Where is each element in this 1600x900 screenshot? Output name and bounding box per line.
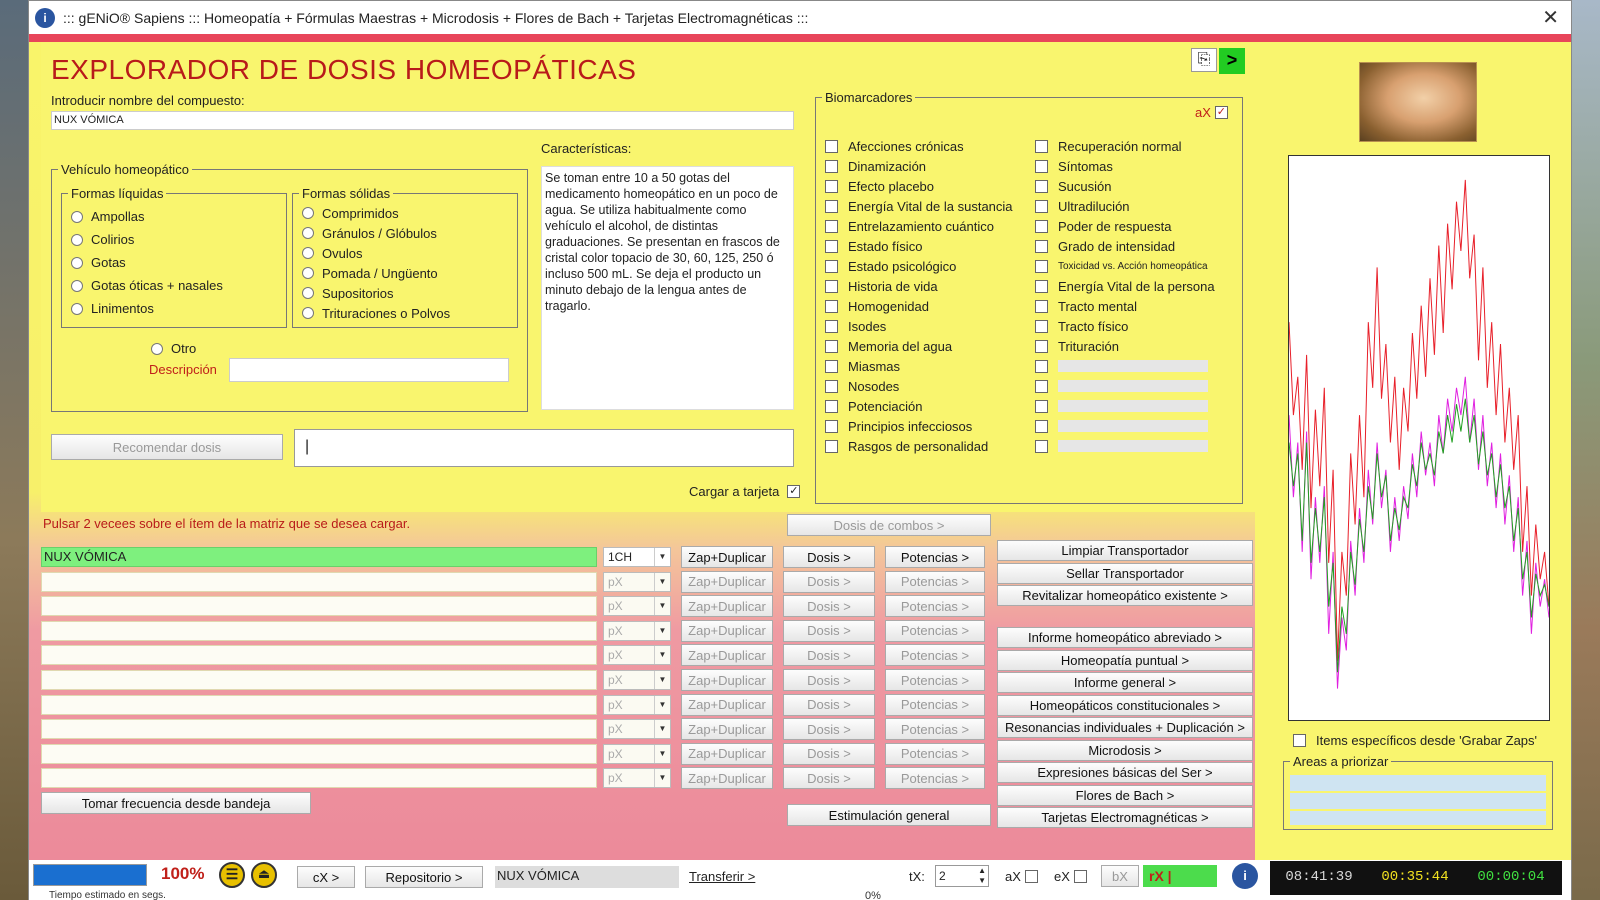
progress-percent: 100% [161,864,205,883]
chevron-down-icon[interactable]: ▼ [654,671,670,689]
characteristics-text: Se toman entre 10 a 50 gotas del medicamento homeopático en un poco de agua. Se utiliza habitualmente como vehículo el alcohol, de distintas graduaciones. Se presentan en frascos de cristal color topacio de 30, 60, 125, 250 ó incluso 500 mL. Se deja el producto un minuto debajo de la lengua antes de tragarlo. [541,166,794,410]
radio-gotas[interactable]: Gotas [71,251,223,274]
desktop-background-left [0,0,28,900]
dose-button[interactable]: Dosis > [783,595,875,617]
radio-supositorios[interactable]: Supositorios [302,283,450,303]
potency-value: pX [608,623,623,638]
biomarker-empty-3[interactable] [1035,396,1215,416]
biomarker-b-6-box[interactable] [1035,240,1048,253]
biomarker-5-label: Entrelazamiento cuántico [848,218,994,234]
biomarker-b-2-label: Síntomas [1058,158,1113,174]
biomarker-empty-field[interactable] [1058,380,1208,392]
chevron-down-icon[interactable]: ▼ [654,745,670,763]
page-title: EXPLORADOR DE DOSIS HOMEOPÁTICAS [51,54,637,85]
dose-button[interactable]: Dosis > [783,718,875,740]
biomarker-10-label: Isodes [848,318,887,334]
biomarker-b-11-label: Trituración [1058,338,1119,354]
potency-select[interactable] [603,744,671,764]
clock-current: 08:41:39 [1275,864,1363,890]
report-button-7[interactable]: Expresiones básicas del Ser > [997,762,1253,783]
potency-select[interactable] [603,547,671,567]
description-input[interactable] [229,358,509,382]
transporter-button-1[interactable]: Limpiar Transportador [997,540,1253,561]
biomarker-b-1-box[interactable] [1035,140,1048,153]
potencies-button[interactable]: Potencias > [885,546,985,568]
potency-select[interactable] [603,596,671,616]
chevron-down-icon[interactable]: ▼ [654,622,670,640]
biomarker-4-box[interactable] [825,200,838,213]
signal-chart [1288,155,1550,721]
biomarkers-column-1 [825,136,1013,456]
biomarkers-ax[interactable] [1195,102,1228,122]
ex-status-label: eX [1054,868,1070,884]
biomarker-empty-1[interactable] [1035,356,1215,376]
transporter-buttons [997,540,1253,840]
potencies-button[interactable]: Potencias > [885,767,985,789]
potency-value: pX [608,722,623,737]
liquid-forms-legend: Formas líquidas [71,186,164,201]
chevron-down-icon[interactable]: ▼ [654,597,670,615]
matrix-row-name[interactable] [41,621,597,641]
signal-chart-svg [1289,156,1549,720]
biomarker-2[interactable] [825,156,1013,176]
biomarker-2-box[interactable] [825,160,838,173]
report-button-1[interactable]: Informe homeopático abreviado > [997,627,1253,648]
biomarker-empty-field[interactable] [1058,400,1208,412]
biomarker-16-box[interactable] [825,440,838,453]
recommend-dose-button[interactable]: Recomendar dosis [51,434,283,460]
biomarker-9-label: Homogenidad [848,298,929,314]
biomarker-6-label: Estado físico [848,238,923,254]
transfer-link[interactable]: Transferir > [689,869,756,884]
areas-legend: Areas a priorizar [1293,754,1389,769]
radio-linimentos[interactable]: Linimentos [71,297,223,320]
potencies-button[interactable]: Potencias > [885,743,985,765]
close-icon[interactable]: ✕ [1542,7,1559,29]
biomarker-empty-field[interactable] [1058,420,1208,432]
progress-small-percent: 0% [865,890,881,900]
radio-trituraciones[interactable]: Trituraciones o Polvos [302,303,450,323]
biomarker-b-11[interactable] [1035,336,1215,356]
dose-button[interactable]: Dosis > [783,644,875,666]
rx-button[interactable]: rX | [1143,865,1217,887]
zap-duplicate-button[interactable]: Zap+Duplicar [681,694,773,716]
biomarker-b-5[interactable] [1035,216,1215,236]
tx-stepper[interactable] [935,865,989,887]
report-button-8[interactable]: Flores de Bach > [997,785,1253,806]
biomarker-empty-2[interactable] [1035,376,1215,396]
potencies-button[interactable]: Potencias > [885,669,985,691]
zap-duplicate-button[interactable]: Zap+Duplicar [681,669,773,691]
matrix-row-name[interactable] [41,744,597,764]
biomarker-empty-field[interactable] [1058,360,1208,372]
zap-duplicate-button[interactable]: Zap+Duplicar [681,620,773,642]
play-button[interactable]: > [1219,48,1245,74]
window-title: ::: gENiO® Sapiens ::: Homeopatía + Fórmulas Maestras + Microdosis + Flores de Bach + Tarjetas Electromagnéticas ::: [63,9,809,26]
biomarker-8-box[interactable] [825,280,838,293]
transporter-button-3[interactable]: Revitalizar homeopático existente > [997,585,1253,606]
potency-value: pX [608,746,623,761]
radio-comprimidos[interactable]: Comprimidos [302,203,450,223]
report-button-9[interactable]: Tarjetas Electromagnéticas > [997,807,1253,828]
biomarker-4-label: Energía Vital de la sustancia [848,198,1013,214]
compound-label: Introducir nombre del compuesto: [51,93,245,108]
biomarker-7-label: Estado psicológico [848,258,957,274]
zap-duplicate-button[interactable]: Zap+Duplicar [681,718,773,740]
matrix-row-name[interactable] [41,596,597,616]
biomarker-14[interactable] [825,396,1013,416]
ex-status-check[interactable] [1074,870,1087,883]
tx-value: 2 [939,869,946,883]
biomarker-6-box[interactable] [825,240,838,253]
dose-button[interactable]: Dosis > [783,767,875,789]
eject-icon[interactable]: ⏏ [251,862,277,888]
radio-pomada[interactable]: Pomada / Ungüento [302,263,450,283]
radio-ovulos[interactable]: Ovulos [302,243,450,263]
chevron-down-icon[interactable]: ▼ [654,646,670,664]
biomarker-b-3-box[interactable] [1035,180,1048,193]
tx-label: tX: [909,869,925,884]
combo-doses-button[interactable]: Dosis de combos > [787,514,991,536]
radio-otro[interactable]: Otro [151,337,196,360]
biomarker-15-box[interactable] [825,420,838,433]
potency-select[interactable] [603,645,671,665]
biomarker-2-label: Dinamización [848,158,927,174]
radio-granulos[interactable]: Gránulos / Glóbulos [302,223,450,243]
document-icon[interactable]: ⎘ [1191,48,1217,72]
load-card-check[interactable]: ✓ [789,484,799,497]
potency-select[interactable] [603,621,671,641]
stepper-arrows-icon[interactable]: ▲ ▼ [978,866,986,885]
ax-check[interactable]: ✓ [1216,105,1227,118]
biomarker-8[interactable] [825,276,1013,296]
main-area [29,42,1571,860]
biomarker-b-11-box[interactable] [1035,340,1048,353]
desktop-background-right [1572,0,1600,900]
matrix-row-name[interactable] [41,719,597,739]
biomarker-7[interactable] [825,256,1013,276]
biomarkers-column-2 [1035,136,1215,456]
report-button-2[interactable]: Homeopatía puntual > [997,650,1253,671]
potency-select[interactable] [603,572,671,592]
title-accent-bar [29,34,1571,42]
biomarker-b-9[interactable] [1035,296,1215,316]
biomarker-14-box[interactable] [825,400,838,413]
ax-status-checkbox[interactable] [1005,866,1048,886]
zap-duplicate-button[interactable]: Zap+Duplicar [681,743,773,765]
potency-value: pX [608,697,623,712]
current-compound: NUX VÓMICA [495,866,679,888]
potency-value: pX [608,599,623,614]
solid-forms-list [302,203,450,323]
biomarker-3-box[interactable] [825,180,838,193]
zap-duplicate-button[interactable]: Zap+Duplicar [681,546,773,568]
biomarker-8-label: Historia de vida [848,278,938,294]
biomarker-5[interactable] [825,216,1013,236]
biomarker-11[interactable] [825,336,1013,356]
biomarker-13-label: Nosodes [848,378,900,394]
potencies-button[interactable]: Potencias > [885,620,985,642]
biomarker-12[interactable] [825,356,1013,376]
progress-bar [33,864,147,886]
dose-input[interactable]: | [294,429,794,467]
report-button-3[interactable]: Informe general > [997,672,1253,693]
ax-status-label: aX [1005,868,1021,884]
biomarker-b-10-box[interactable] [1035,320,1048,333]
chevron-down-icon[interactable]: ▼ [654,696,670,714]
estimated-time-label: Tiempo estimado en segs. [49,890,166,900]
bx-button[interactable]: bX [1101,865,1139,887]
take-frequency-button[interactable]: Tomar frecuencia desde bandeja [41,792,311,814]
biomarker-12-box[interactable] [825,360,838,373]
biomarker-b-4[interactable] [1035,196,1215,216]
matrix-row-name[interactable] [41,695,597,715]
potencies-button[interactable]: Potencias > [885,644,985,666]
info-icon[interactable]: i [1232,863,1258,889]
biomarker-b-3-label: Sucusión [1058,178,1112,194]
dose-button[interactable]: Dosis > [783,620,875,642]
matrix-row-name[interactable] [41,768,597,788]
matrix-row-name[interactable] [41,670,597,690]
transporter-button-2[interactable]: Sellar Transportador [997,563,1253,584]
potency-value: pX [608,673,623,687]
characteristics-label: Características: [541,141,632,156]
load-card-label: Cargar a tarjeta [689,483,780,499]
biomarker-10[interactable] [825,316,1013,336]
progress-fill [34,865,146,885]
matrix-rows [29,547,989,797]
biomarker-11-box[interactable] [825,340,838,353]
cx-button[interactable]: cX > [297,866,355,888]
areas-row-1[interactable] [1290,775,1546,791]
biomarkers-legend: Biomarcadores [825,90,913,105]
app-icon: i [35,8,55,28]
potency-select[interactable] [603,670,671,690]
biomarker-empty-box[interactable] [1035,440,1048,453]
biomarker-7-box[interactable] [825,260,838,273]
biomarker-1[interactable] [825,136,1013,156]
specific-items-label: Items específicos desde 'Grabar Zaps' [1316,732,1538,748]
compound-input[interactable]: NUX VÓMICA [51,111,794,130]
zap-duplicate-button[interactable]: Zap+Duplicar [681,767,773,789]
biomarker-empty-4[interactable] [1035,416,1215,436]
radio-gotas-oticas[interactable]: Gotas óticas + nasales [71,274,223,297]
potencies-button[interactable]: Potencias > [885,718,985,740]
radio-ampollas[interactable]: Ampollas [71,205,223,228]
biomarker-3-label: Efecto placebo [848,178,935,194]
dose-button[interactable]: Dosis > [783,571,875,593]
biomarker-15[interactable] [825,416,1013,436]
ax-status-check[interactable] [1025,870,1038,883]
chevron-down-icon[interactable]: ▼ [654,720,670,738]
biomarker-b-2-box[interactable] [1035,160,1048,173]
biomarker-empty-box[interactable] [1035,420,1048,433]
biomarker-b-2[interactable] [1035,156,1215,176]
solid-forms-legend: Formas sólidas [302,186,391,201]
potency-select[interactable] [603,768,671,788]
areas-row-3[interactable] [1290,811,1546,825]
equal-icon[interactable]: ☰ [219,862,245,888]
biomarker-empty-box[interactable] [1035,400,1048,413]
matrix-row-name[interactable] [41,572,597,592]
biomarker-b-7[interactable] [1035,256,1215,276]
biomarker-b-10-label: Tracto físico [1058,318,1129,334]
biomarker-b-7-box[interactable] [1035,260,1048,273]
liquid-forms-list [71,205,223,320]
biomarker-empty-5[interactable] [1035,436,1215,456]
vehicle-legend: Vehículo homeopático [61,162,189,177]
biomarker-b-4-label: Ultradilución [1058,198,1130,214]
dose-button[interactable]: Dosis > [783,694,875,716]
potencies-button[interactable]: Potencias > [885,571,985,593]
biomarker-5-box[interactable] [825,220,838,233]
biomarker-13-box[interactable] [825,380,838,393]
potency-select[interactable] [603,695,671,715]
biomarker-14-label: Potenciación [848,398,923,414]
load-card-checkbox[interactable] [689,481,810,501]
biomarker-b-4-box[interactable] [1035,200,1048,213]
zap-duplicate-button[interactable]: Zap+Duplicar [681,595,773,617]
biomarker-16-label: Rasgos de personalidad [848,438,989,454]
biomarker-3[interactable] [825,176,1013,196]
ex-status-checkbox[interactable] [1054,866,1097,886]
areas-row-2[interactable] [1290,793,1546,809]
biomarker-9[interactable] [825,296,1013,316]
title-bar [29,1,1571,34]
biomarker-1-label: Afecciones crónicas [848,138,964,154]
potencies-button[interactable]: Potencias > [885,595,985,617]
app-window [28,0,1572,900]
potencies-button[interactable]: Potencias > [885,694,985,716]
potency-value: 1CH [608,550,633,564]
specific-items-checkbox[interactable] [1293,730,1537,750]
biomarker-4[interactable] [825,196,1013,216]
general-stimulation-button[interactable]: Estimulación general [787,804,991,826]
matrix-row-name[interactable] [41,645,597,665]
biomarker-b-8-box[interactable] [1035,280,1048,293]
biomarker-9-box[interactable] [825,300,838,313]
potency-value: pX [608,648,623,663]
potency-select[interactable] [603,719,671,739]
dose-button[interactable]: Dosis > [783,669,875,691]
biomarker-12-label: Miasmas [848,358,901,374]
biomarker-empty-box[interactable] [1035,360,1048,373]
potency-value: pX [608,771,623,786]
matrix-row-name[interactable]: NUX VÓMICA [41,547,597,567]
zap-duplicate-button[interactable]: Zap+Duplicar [681,571,773,593]
chevron-down-icon[interactable]: ▼ [654,769,670,787]
biomarker-b-3[interactable] [1035,176,1215,196]
biomarker-b-5-box[interactable] [1035,220,1048,233]
biomarker-b-7-label: Toxicidad vs. Acción homeopática [1058,260,1208,272]
biomarker-b-6-label: Grado de intensidad [1058,238,1176,254]
clock-elapsed: 00:35:44 [1369,864,1461,890]
dose-button[interactable]: Dosis > [783,546,875,568]
ax-label: aX [1195,104,1211,120]
biomarker-b-5-label: Poder de respuesta [1058,218,1172,234]
biomarker-b-10[interactable] [1035,316,1215,336]
biomarker-empty-box[interactable] [1035,380,1048,393]
biomarker-empty-field[interactable] [1058,440,1208,452]
biomarker-b-9-label: Tracto mental [1058,298,1137,314]
biomarker-b-6[interactable] [1035,236,1215,256]
chevron-down-icon[interactable]: ▼ [654,548,670,566]
repository-button[interactable]: Repositorio > [365,866,483,888]
biomarker-b-8-label: Energía Vital de la persona [1058,278,1215,294]
zap-duplicate-button[interactable]: Zap+Duplicar [681,644,773,666]
clock-remaining: 00:00:04 [1465,864,1557,890]
report-button-6[interactable]: Microdosis > [997,740,1253,761]
biomarker-15-label: Principios infecciosos [848,418,973,434]
biomarker-16[interactable] [825,436,1013,456]
status-bar [29,860,1571,900]
dose-button[interactable]: Dosis > [783,743,875,765]
biomarker-b-1[interactable] [1035,136,1215,156]
biomarker-b-1-label: Recuperación normal [1058,138,1182,154]
chevron-down-icon[interactable]: ▼ [654,573,670,591]
biomarker-b-8[interactable] [1035,276,1215,296]
description-label: Descripción [149,362,217,377]
venus-portrait-image [1359,62,1477,142]
biomarker-13[interactable] [825,376,1013,396]
biomarker-6[interactable] [825,236,1013,256]
biomarker-1-box[interactable] [825,140,838,153]
specific-items-check[interactable] [1293,734,1306,747]
biomarker-10-box[interactable] [825,320,838,333]
matrix-hint: Pulsar 2 vecees sobre el ítem de la matriz que se desea cargar. [43,516,411,531]
report-button-5[interactable]: Resonancias individuales + Duplicación > [997,717,1253,738]
biomarker-b-9-box[interactable] [1035,300,1048,313]
report-button-4[interactable]: Homeopáticos constitucionales > [997,695,1253,716]
biomarker-11-label: Memoria del agua [848,338,953,354]
potency-value: pX [608,574,623,589]
radio-colirios[interactable]: Colirios [71,228,223,251]
